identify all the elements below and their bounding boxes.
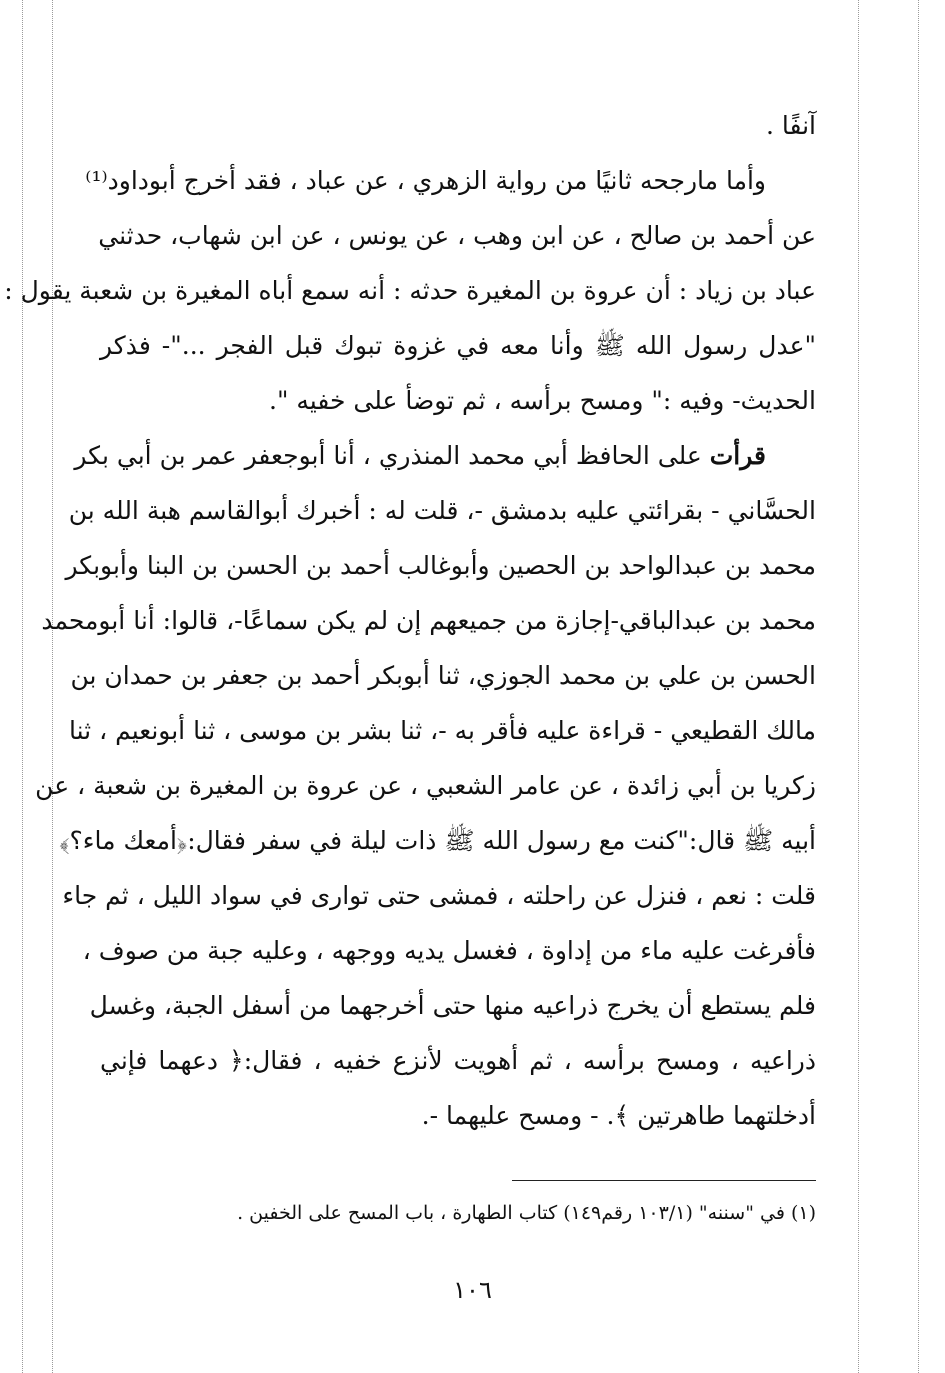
- text-line: أبيه ﷺ قال:"كنت مع رسول الله ﷺ ذات ليلة في سفر فقال:﴿أمعك ماء؟﴾: [59, 826, 816, 855]
- text-line: زكريا بن أبي زائدة ، عن عامر الشعبي ، عن عروة بن المغيرة بن شعبة ، عن: [35, 771, 816, 800]
- text-line: عباد بن زياد : أن عروة بن المغيرة حدثه : أنه سمع أباه المغيرة بن شعبة يقول :: [4, 276, 816, 305]
- page-body: [4, 98, 816, 1143]
- text-line: الحسن بن علي بن محمد الجوزي، ثنا أبوبكر أحمد بن جعفر بن حمدان بن: [70, 661, 816, 690]
- left-dotted-margin-line: [22, 0, 23, 1373]
- text-line: الحسَّاني - بقرائتي عليه بدمشق -، قلت له : أخبرك أبوالقاسم هبة الله بن: [68, 496, 816, 525]
- text-line: محمد بن عبدالواحد بن الحصين وأبوغالب أحمد بن الحسن بن البنا وأبوبكر: [65, 551, 816, 580]
- text-line: ذراعيه ، ومسح برأسه ، ثم أهويت لأنزع خفيه ، فقال:﴿ دعهما فإني: [100, 1046, 816, 1075]
- text-line: عن أحمد بن صالح ، عن ابن وهب ، عن يونس ، عن ابن شهاب، حدثني: [98, 221, 816, 250]
- bold-heading-word: قرأت: [709, 441, 766, 470]
- footnote: (١) في "سننه" (١٠٣/١ رقم١٤٩) كتاب الطهارة ، باب المسح على الخفين .: [237, 1202, 816, 1224]
- text-line: أدخلتهما طاهرتين ﴾. - ومسح عليهما -.: [421, 1101, 816, 1130]
- text-line: [74, 428, 816, 483]
- text-line-rest: على الحافظ أبي محمد المنذري ، أنا أبوجعفر عمر بن أبي بكر: [74, 441, 702, 470]
- text-line: الحديث- وفيه :" ومسح برأسه ، ثم توضأ على خفيه ".: [269, 386, 816, 415]
- text-line: آنفًا .: [765, 111, 816, 140]
- left-dotted-margin-line: [52, 0, 53, 1373]
- text-line: محمد بن عبدالباقي-إجازة من جميعهم إن لم يكن سماعًا-، قالوا: أنا أبومحمد: [41, 606, 816, 635]
- footnote-divider: [512, 1180, 816, 1181]
- text-line: وأما مارجحه ثانيًا من رواية الزهري ، عن عباد ، فقد أخرج أبوداود⁽¹⁾: [85, 166, 766, 195]
- text-line: فأفرغت عليه ماء من إداوة ، فغسل يديه ووجهه ، وعليه جبة من صوف ،: [82, 936, 816, 965]
- right-dotted-margin-line: [918, 0, 919, 1373]
- text-line: فلم يستطع أن يخرج ذراعيه منها حتى أخرجهما من أسفل الجبة، وغسل: [89, 991, 816, 1020]
- page-number: ١٠٦: [453, 1276, 492, 1304]
- right-dotted-margin-line: [858, 0, 859, 1373]
- text-line: "عدل رسول الله ﷺ وأنا معه في غزوة تبوك قبل الفجر ..."- فذكر: [100, 331, 816, 360]
- text-line: مالك القطيعي - قراءة عليه فأقر به -، ثنا بشر بن موسى ، ثنا أبونعيم ، ثنا: [69, 716, 816, 745]
- text-line: قلت : نعم ، فنزل عن راحلته ، فمشى حتى توارى في سواد الليل ، ثم جاء: [62, 881, 816, 910]
